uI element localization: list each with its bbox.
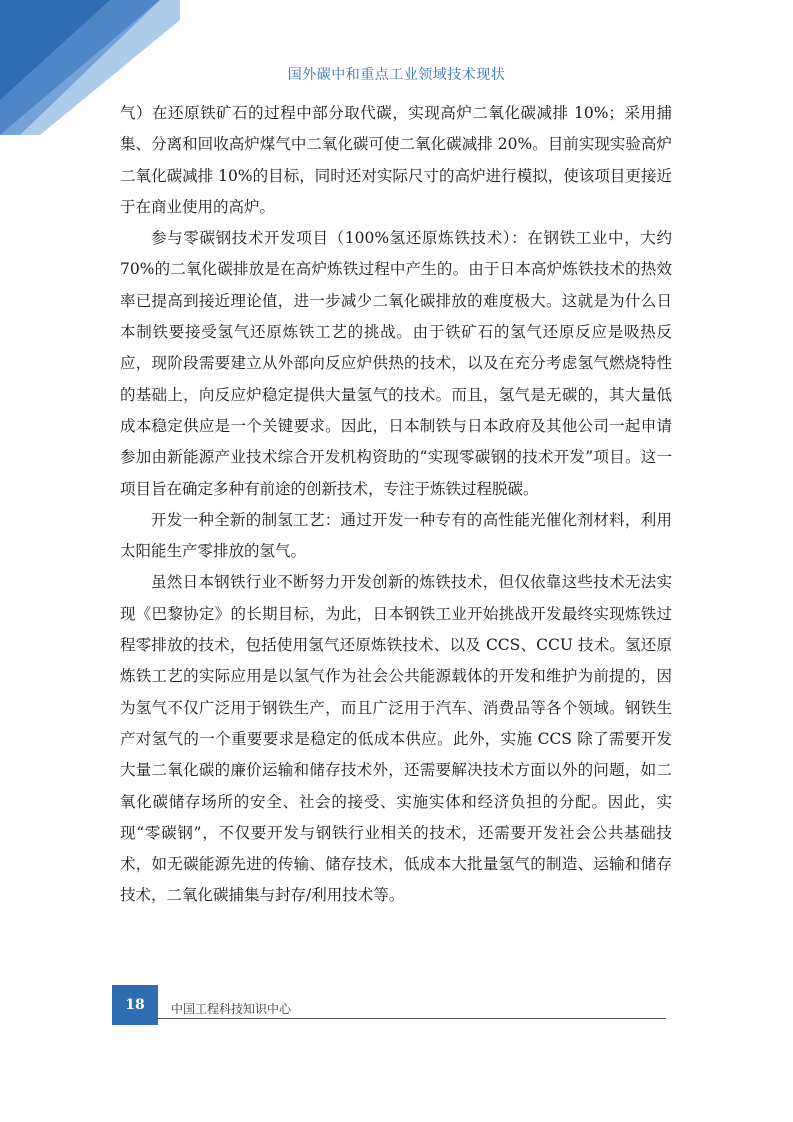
footer-divider — [158, 1018, 666, 1019]
running-header: 国外碳中和重点工业领域技术现状 — [287, 67, 506, 83]
paragraph: 开发一种全新的制氢工艺：通过开发一种专有的高性能光催化剂材料，利用太阳能生产零排放的氢气。 — [120, 510, 672, 561]
paragraph: 参与零碳钢技术开发项目（100%氢还原炼铁技术）：在钢铁工业中，大约 70%的二氧化碳排放是在高炉炼铁过程中产生的。由于日本高炉炼铁技术的热效率已提高到接近理论值，进一步减少二氧化碳排放的难度极大。这就是为什么日本制铁要接受氢气还原炼铁工艺的挑战。由于铁矿石的氢气还原反应是吸热反应，现阶段需要建立从外部向反应炉供热的技术，以及在充分考虑氢气燃烧特性的基础上，向反应炉稳定提供大量氢气的技术。而且，氢气是无碳的，其大量低成本稳定供应是一个关键要求。因此，日本制铁与日本政府及其他公司一起申请参加由新能源产业技术综合开发机构资助的“实现零碳钢的技术开发”项目。这一项目旨在确定多种有前途的创新技术，专注于炼铁过程脱碳。 — [120, 229, 672, 498]
paragraph: 虽然日本钢铁行业不断努力开发创新的炼铁技术，但仅依靠这些技术无法实现《巴黎协定》的长期目标，为此，日本钢铁工业开始挑战开发最终实现炼铁过程零排放的技术，包括使用氢气还原炼铁技术、以及 CCS、CCU 技术。氢还原炼铁工艺的实际应用是以氢气作为社会公共能源载体的开发和维护为前提的，因为氢气不仅广泛用于钢铁生产，而且广泛用于汽车、消费品等各个领域。钢铁生产对氢气的一个重要要求是稳定的低成本供应。此外，实施 CCS 除了需要开发大量二氧化碳的廉价运输和储存技术外，还需要解决技术方面以外的问题，如二氧化碳储存场所的安全、社会的接受、实施实体和经济负担的分配。因此，实现“零碳钢”，不仅要开发与钢铁行业相关的技术，还需要开发社会公共基础技术，如无碳能源先进的传输、储存技术，低成本大批量氢气的制造、运输和储存技术，二氧化碳捕集与封存/利用技术等。 — [120, 573, 672, 905]
page-number: 18 — [112, 985, 158, 1025]
paragraph-continuation: 气）在还原铁矿石的过程中部分取代碳，实现高炉二氧化碳减排 10%；采用捕集、分离和回收高炉煤气中二氧化碳可使二氧化碳减排 20%。目前实现实验高炉二氧化碳减排 10%的目标，同时还对实际尺寸的高炉进行模拟，使该项目更接近于在商业使用的高炉。 — [120, 104, 672, 216]
footer-organization: 中国工程科技知识中心 — [171, 1002, 292, 1016]
body-text — [120, 98, 672, 912]
